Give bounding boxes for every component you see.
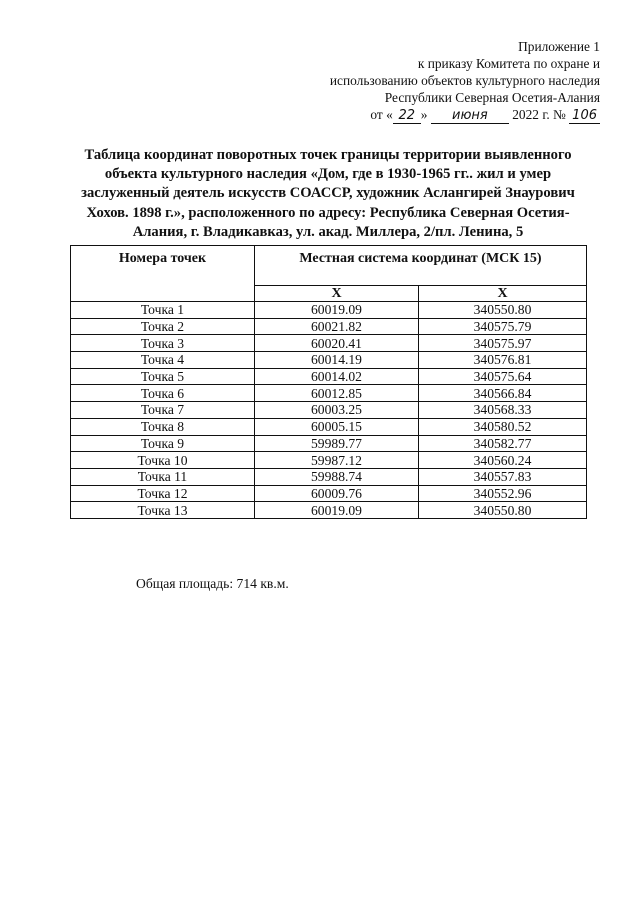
point-cell: Точка 7 <box>71 402 255 419</box>
x-cell: 60003.25 <box>255 402 419 419</box>
x-cell: 60020.41 <box>255 335 419 352</box>
table-row <box>71 435 587 452</box>
table-row <box>71 418 587 435</box>
table-row <box>71 468 587 485</box>
point-cell: Точка 6 <box>71 385 255 402</box>
x-cell: 60019.09 <box>255 302 419 319</box>
y-cell: 340566.84 <box>419 385 587 402</box>
y-cell: 340582.77 <box>419 435 587 452</box>
header-points: Номера точек <box>71 246 255 302</box>
point-cell: Точка 5 <box>71 368 255 385</box>
appendix-line: Республики Северная Осетия-Алания <box>384 90 600 105</box>
y-cell: 340550.80 <box>419 502 587 519</box>
order-prefix: от « <box>370 107 393 122</box>
order-year: 2022 г. № <box>512 107 566 122</box>
header-coordinate-system: Местная система координат (МСК 15) <box>255 246 587 286</box>
x-cell: 60012.85 <box>255 385 419 402</box>
point-cell: Точка 9 <box>71 435 255 452</box>
point-cell: Точка 13 <box>71 502 255 519</box>
table-row <box>71 335 587 352</box>
y-cell: 340568.33 <box>419 402 587 419</box>
table-row <box>71 368 587 385</box>
table-row <box>71 502 587 519</box>
document-title: Таблица координат поворотных точек границы территории выявленного объекта культурного наследия «Дом, где в 1930-1965 гг.. жил и умер заслуженный деятель искусств СОАССР, художник Аслангирей Знаурович Хохов. 1898 г.», расположенного по адресу: Республика Северная Осетия-Алания, г. Владикавказ, ул. акад. Миллера, 2/пл. Ленина, 5 <box>81 147 575 240</box>
point-cell: Точка 3 <box>71 335 255 352</box>
table-row <box>71 402 587 419</box>
table-row <box>71 302 587 319</box>
point-cell: Точка 2 <box>71 318 255 335</box>
appendix-header <box>330 38 600 124</box>
header-y: X <box>419 286 587 302</box>
point-cell: Точка 12 <box>71 485 255 502</box>
order-day: 22 <box>393 109 421 124</box>
x-cell: 59988.74 <box>255 468 419 485</box>
y-cell: 340580.52 <box>419 418 587 435</box>
table-row <box>71 385 587 402</box>
y-cell: 340560.24 <box>419 452 587 469</box>
appendix-line: Приложение 1 <box>518 39 600 54</box>
x-cell: 59987.12 <box>255 452 419 469</box>
y-cell: 340552.96 <box>419 485 587 502</box>
x-cell: 60014.02 <box>255 368 419 385</box>
table-row <box>71 318 587 335</box>
y-cell: 340557.83 <box>419 468 587 485</box>
point-cell: Точка 4 <box>71 352 255 369</box>
appendix-line: использованию объектов культурного наследия <box>329 73 600 88</box>
point-cell: Точка 8 <box>71 418 255 435</box>
order-date-line <box>330 106 600 124</box>
x-cell: 60014.19 <box>255 352 419 369</box>
x-cell: 60019.09 <box>255 502 419 519</box>
order-number: 106 <box>569 109 600 124</box>
point-cell: Точка 10 <box>71 452 255 469</box>
y-cell: 340575.64 <box>419 368 587 385</box>
y-cell: 340575.79 <box>419 318 587 335</box>
y-cell: 340575.97 <box>419 335 587 352</box>
total-area: Общая площадь: 714 кв.м. <box>136 576 289 591</box>
appendix-line: к приказу Комитета по охране и <box>417 56 600 71</box>
x-cell: 60021.82 <box>255 318 419 335</box>
order-mid: » <box>420 107 428 122</box>
point-cell: Точка 1 <box>71 302 255 319</box>
x-cell: 60009.76 <box>255 485 419 502</box>
y-cell: 340550.80 <box>419 302 587 319</box>
order-month: июня <box>431 109 509 124</box>
point-cell: Точка 11 <box>71 468 255 485</box>
table-row <box>71 452 587 469</box>
header-x: X <box>255 286 419 302</box>
table-row <box>71 352 587 369</box>
coordinates-table <box>70 245 587 519</box>
x-cell: 59989.77 <box>255 435 419 452</box>
y-cell: 340576.81 <box>419 352 587 369</box>
table-row <box>71 485 587 502</box>
x-cell: 60005.15 <box>255 418 419 435</box>
